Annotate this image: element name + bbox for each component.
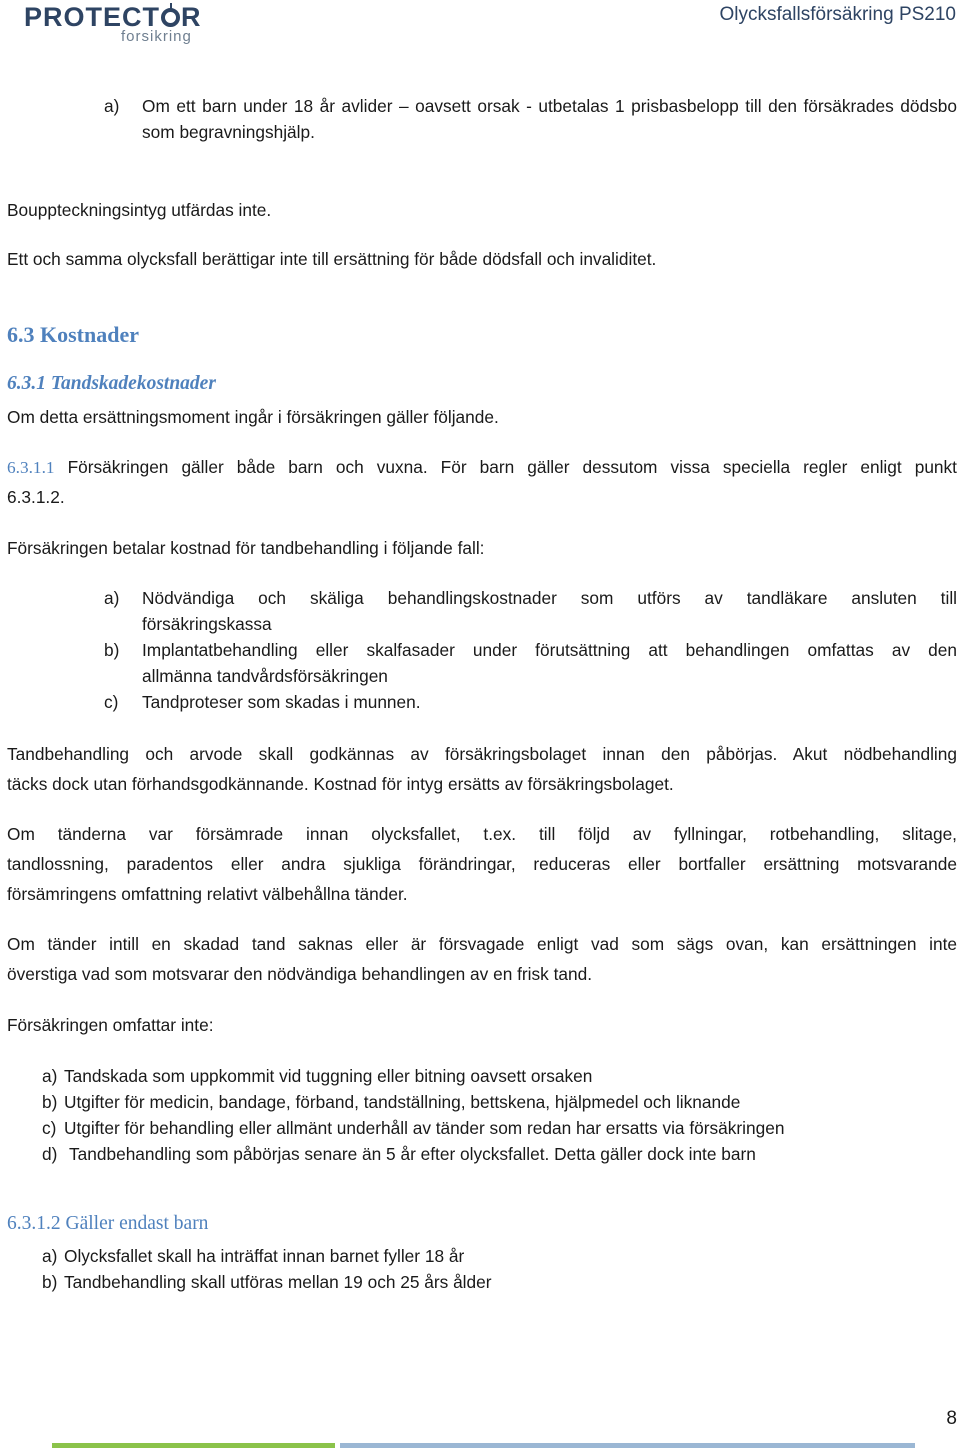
paragraph-line: Tandbehandling och arvode skall godkännas av försäkringsbolaget innan den påbörjas. Akut nödbehandling (7, 744, 957, 764)
list-item (42, 1269, 942, 1295)
list-item (104, 93, 957, 145)
list-text (142, 585, 957, 637)
logo-power-icon (161, 8, 180, 27)
list-marker: a) (104, 96, 120, 116)
paragraph-bouppteckning: Bouppteckningsintyg utfärdas inte. (7, 200, 272, 220)
footer-bar-blue (340, 1443, 915, 1448)
list-item (104, 637, 957, 689)
logo-text-part2: R (181, 2, 202, 32)
company-logo (24, 2, 214, 48)
paragraph-line: täcks dock utan förhandsgodkännande. Kostnad för intyg ersätts av försäkringsbolaget. (7, 774, 674, 794)
list-marker: c) (104, 692, 119, 712)
list-marker: b) (104, 640, 120, 660)
paragraph-saknas (7, 929, 957, 989)
list-text: Om ett barn under 18 år avlider – oavsett orsak - utbetalas 1 prisbasbelopp till den försäkrades dödsbo som begravningshjälp. (142, 96, 957, 142)
list-marker: a) (104, 588, 120, 608)
list-text: Utgifter för medicin, bandage, förband, tandställning, bettskena, hjälpmedel och liknande (64, 1092, 741, 1112)
list-marker: d) (42, 1144, 58, 1164)
paragraph-godkannas (7, 739, 957, 799)
heading-kostnader: 6.3 Kostnader (7, 322, 139, 347)
list-marker: a) (42, 1066, 58, 1086)
logo-subtitle: forsikring (121, 28, 192, 45)
list-text (142, 637, 957, 689)
logo-text-part1: PROTECT (24, 2, 161, 32)
paragraph-line: Försäkringen gäller både barn och vuxna. För barn gäller dessutom vissa speciella regler enligt punkt (67, 457, 957, 477)
list-dodsfall (104, 93, 957, 145)
list-line: försäkringskassa (142, 614, 272, 634)
document-title: Olycksfallsförsäkring PS210 (719, 4, 956, 25)
list-item (42, 1115, 942, 1141)
list-text: Olycksfallet skall ha inträffat innan barnet fyller 18 år (64, 1246, 465, 1266)
list-text: Tandbehandling som påbörjas senare än 5 år efter olycksfallet. Detta gäller dock inte barn (69, 1144, 756, 1164)
paragraph-line: tandlossning, paradentos eller andra sjukliga förändringar, reduceras eller bortfaller ersättning motsvarande (7, 854, 957, 874)
list-item (42, 1063, 942, 1089)
list-item (42, 1243, 942, 1269)
paragraph-6311 (7, 452, 957, 483)
list-marker: b) (42, 1272, 58, 1292)
list-text: Tandproteser som skadas i munnen. (142, 692, 421, 712)
list-barn (42, 1243, 942, 1295)
paragraph-6311-cont: 6.3.1.2. (7, 487, 65, 507)
paragraph-line: överstiga vad som motsvarar den nödvändiga behandlingen av en frisk tand. (7, 964, 593, 984)
list-marker: c) (42, 1118, 57, 1138)
list-marker: a) (42, 1246, 58, 1266)
list-item (42, 1141, 942, 1167)
list-item (42, 1089, 942, 1115)
list-line: Implantatbehandling eller skalfasader under förutsättning att behandlingen omfattas av den (142, 640, 957, 660)
list-omfattar-inte (42, 1063, 942, 1167)
heading-tandskadekostnader: 6.3.1 Tandskadekostnader (7, 373, 216, 394)
page-number: 8 (946, 1408, 957, 1429)
footer-bar-green (52, 1443, 335, 1448)
paragraph-line: försämringens omfattning relativt välbehållna tänder. (7, 884, 408, 904)
list-item (104, 585, 957, 637)
list-item (104, 689, 957, 715)
list-line: Nödvändiga och skäliga behandlingskostnader som utförs av tandläkare ansluten till (142, 588, 957, 608)
paragraph-betalar: Försäkringen betalar kostnad för tandbehandling i följande fall: (7, 538, 485, 558)
list-text: Tandbehandling skall utföras mellan 19 och 25 års ålder (64, 1272, 492, 1292)
heading-galler-endast-barn: 6.3.1.2 Gäller endast barn (7, 1213, 209, 1234)
paragraph-omfattar-inte: Försäkringen omfattar inte: (7, 1015, 214, 1035)
paragraph-samma-olycksfall: Ett och samma olycksfall berättigar inte till ersättning för både dödsfall och invaliditet. (7, 249, 657, 269)
list-text: Utgifter för behandling eller allmänt underhåll av tänder som redan har ersatts via försäkringen (64, 1118, 785, 1138)
paragraph-line: Om tänder intill en skadad tand saknas eller är försvagade enligt vad som sägs ovan, kan ersättningen inte (7, 934, 957, 954)
section-number: 6.3.1.1 (7, 458, 55, 477)
list-fall (104, 585, 957, 715)
list-text: Tandskada som uppkommit vid tuggning eller bitning oavsett orsaken (64, 1066, 593, 1086)
list-marker: b) (42, 1092, 58, 1112)
paragraph-detta-moment: Om detta ersättningsmoment ingår i försäkringen gäller följande. (7, 407, 499, 427)
list-line: allmänna tandvårdsförsäkringen (142, 666, 388, 686)
paragraph-forsamrade (7, 819, 957, 909)
paragraph-line: Om tänderna var försämrade innan olycksfallet, t.ex. till följd av fyllningar, rotbehandling, slitage, (7, 824, 957, 844)
